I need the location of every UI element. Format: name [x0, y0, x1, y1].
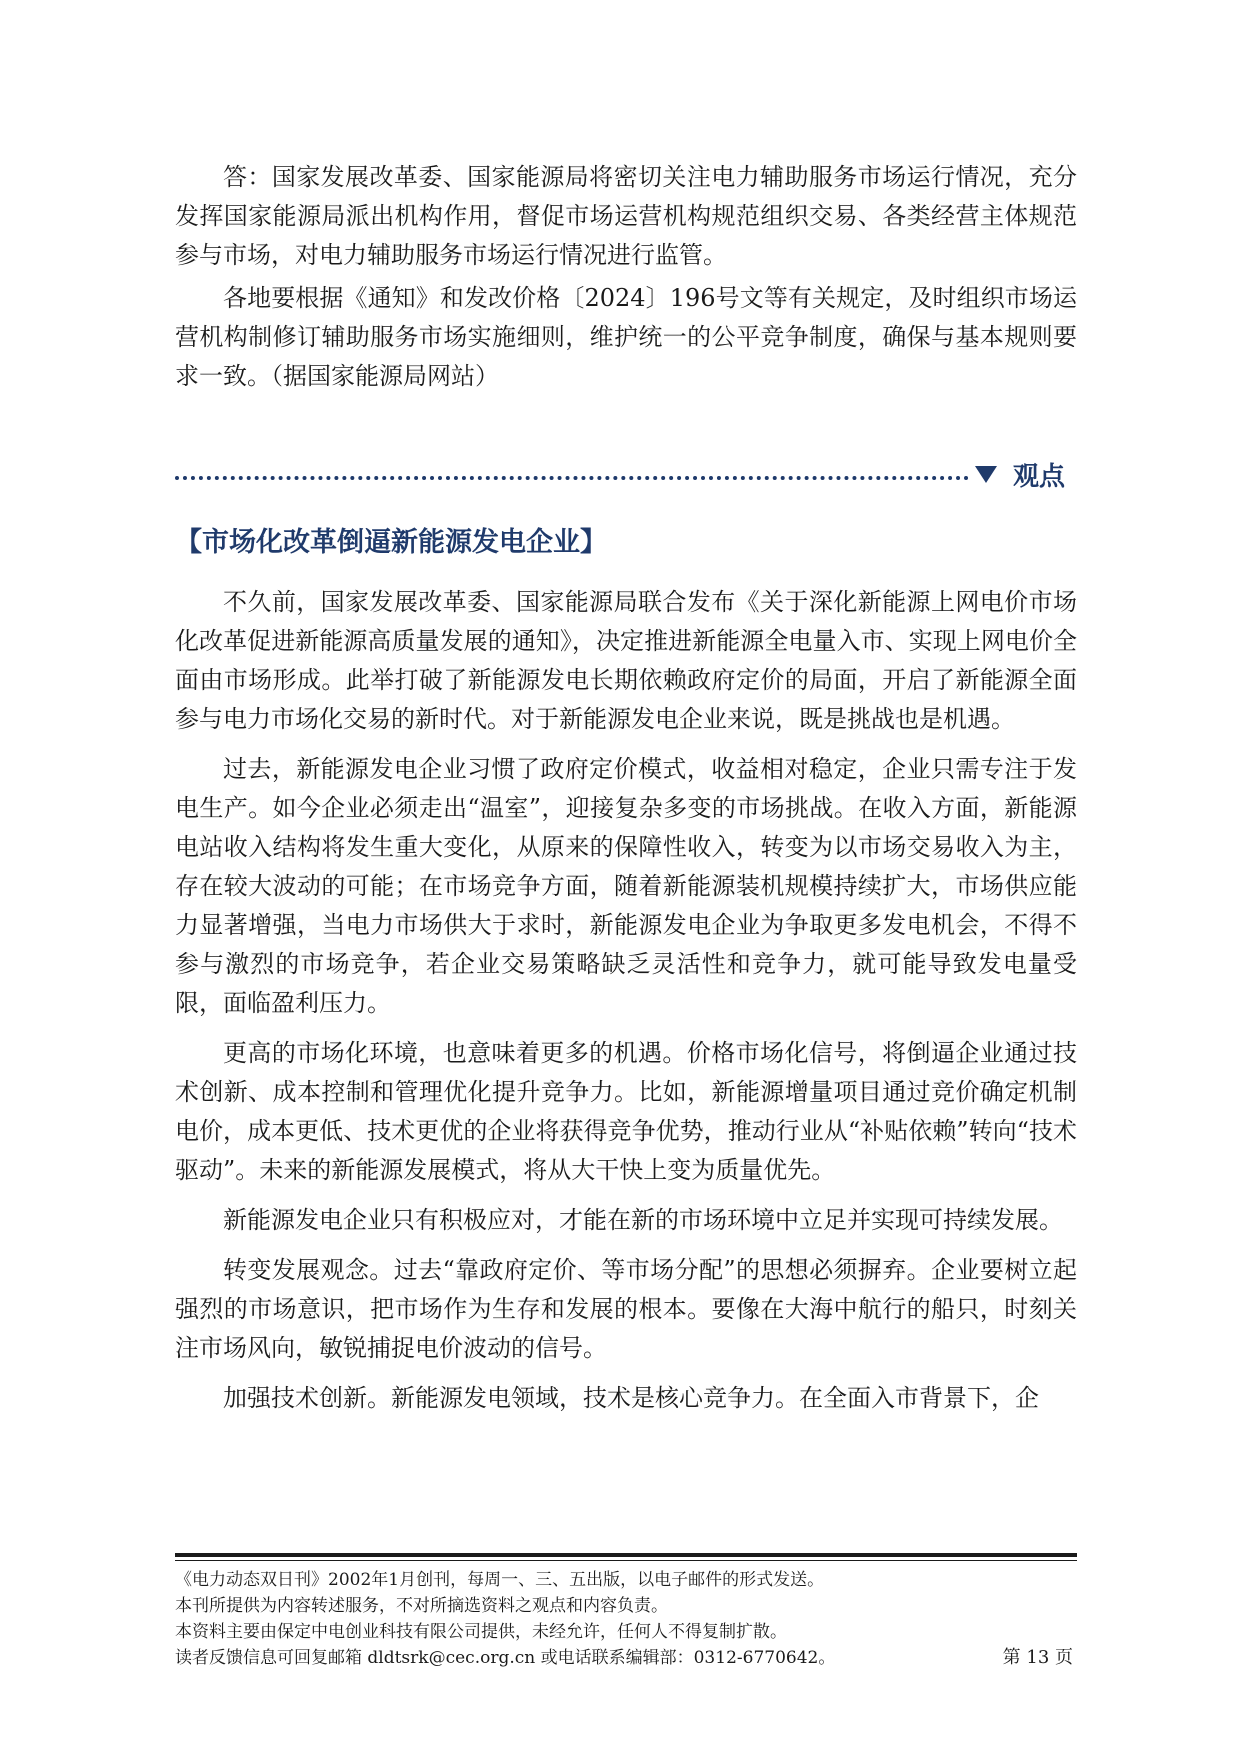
dotted-rule	[175, 476, 969, 480]
article-paragraph: 加强技术创新。新能源发电领域，技术是核心竞争力。在全面入市背景下，企	[223, 1384, 1039, 1412]
footer-text	[175, 1567, 1077, 1671]
regulation-paragraph: 各地要根据《通知》和发改价格〔2024〕196号文等有关规定，及时组织市场运营机构制修订辅助服务市场实施细则，维护统一的公平竞争制度，确保与基本规则要求一致。（据国家能源局网站）	[175, 284, 1077, 390]
article-paragraph: 转变发展观念。过去“靠政府定价、等市场分配”的思想必须摒弃。企业要树立起强烈的市场意识，把市场作为生存和发展的根本。要像在大海中航行的船只，时刻关注市场风向，敏锐捕捉电价波动的信号。	[175, 1256, 1077, 1362]
section-label: 观点	[1013, 462, 1066, 492]
page-number: 第 13 页	[1002, 1647, 1073, 1668]
down-triangle-icon	[975, 466, 997, 483]
article-paragraph: 不久前，国家发展改革委、国家能源局联合发布《关于深化新能源上网电价市场化改革促进新能源高质量发展的通知》，决定推进新能源全电量入市、实现上网电价全面由市场形成。此举打破了新能源发电长期依赖政府定价的局面，开启了新能源全面参与电力市场化交易的新时代。对于新能源发电企业来说，既是挑战也是机遇。	[175, 588, 1077, 733]
article-title: 【市场化改革倒逼新能源发电企业】	[175, 527, 607, 558]
footer-line-publication: 《电力动态双日刊》2002年1月创刊，每周一、三、五出版，以电子邮件的形式发送。	[175, 1570, 825, 1590]
footer-line-contact: 读者反馈信息可回复邮箱 dldtsrk@cec.org.cn 或电话联系编辑部：0312-6770642。	[175, 1648, 836, 1668]
footer-line-disclaimer: 本刊所提供为内容转述服务，不对所摘选资料之观点和内容负责。	[175, 1596, 668, 1616]
footer-rule	[175, 1553, 1077, 1557]
section-divider	[175, 460, 1077, 494]
article-paragraph: 过去，新能源发电企业习惯了政府定价模式，收益相对稳定，企业只需专注于发电生产。如今企业必须走出“温室”，迎接复杂多变的市场挑战。在收入方面，新能源电站收入结构将发生重大变化，从原来的保障性收入，转变为以市场交易收入为主，存在较大波动的可能；在市场竞争方面，随着新能源装机规模持续扩大，市场供应能力显著增强，当电力市场供大于求时，新能源发电企业为争取更多发电机会，不得不参与激烈的市场竞争，若企业交易策略缺乏灵活性和竞争力，就可能导致发电量受限，面临盈利压力。	[175, 755, 1077, 1017]
footer-line-copyright: 本资料主要由保定中电创业科技有限公司提供，未经允许，任何人不得复制扩散。	[175, 1622, 787, 1642]
top-section	[175, 158, 1077, 396]
footer-rule-thin	[175, 1560, 1077, 1561]
article-paragraph: 更高的市场化环境，也意味着更多的机遇。价格市场化信号，将倒逼企业通过技术创新、成本控制和管理优化提升竞争力。比如，新能源增量项目通过竞价确定机制电价，成本更低、技术更优的企业将获得竞争优势，推动行业从“补贴依赖”转向“技术驱动”。未来的新能源发展模式，将从大干快上变为质量优先。	[175, 1039, 1077, 1184]
answer-paragraph: 答：国家发展改革委、国家能源局将密切关注电力辅助服务市场运行情况，充分发挥国家能源局派出机构作用，督促市场运营机构规范组织交易、各类经营主体规范参与市场，对电力辅助服务市场运行情况进行监管。	[175, 163, 1077, 269]
article-paragraph: 新能源发电企业只有积极应对，才能在新的市场环境中立足并实现可持续发展。	[223, 1206, 1063, 1234]
article-body	[175, 583, 1077, 1418]
page-footer	[175, 1553, 1077, 1671]
